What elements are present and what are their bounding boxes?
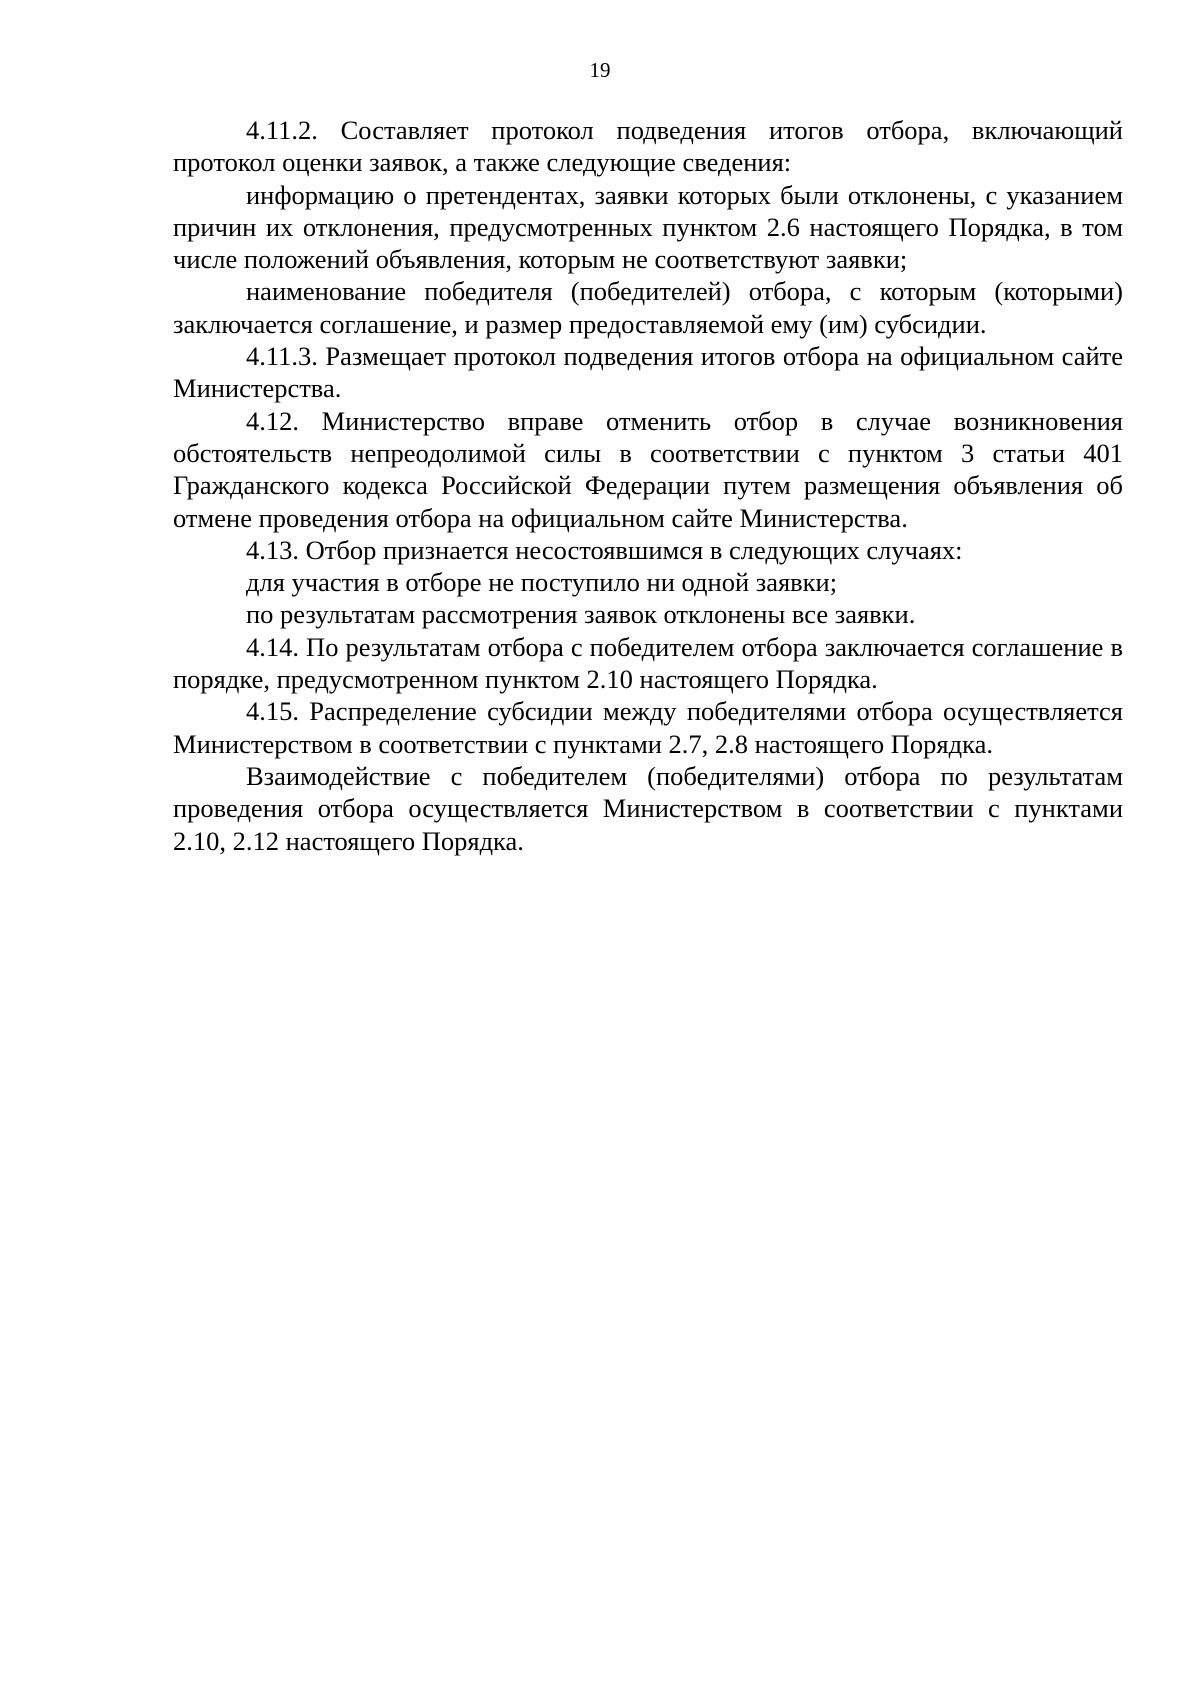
- paragraph-4-12: 4.12. Министерство вправе отменить отбор в случае возникновения обстоятельств непреодолимой силы в соответствии с пунктом 3 статьи 401 Гражданского кодекса Российской Федерации путем размещения объявления об отмене проведения отбора на официальном сайте Министерства.: [173, 405, 1123, 533]
- paragraph-all-rejected: по результатам рассмотрения заявок отклонены все заявки.: [246, 599, 916, 630]
- paragraph-4-13: 4.13. Отбор признается несостоявшимся в следующих случаях:: [246, 534, 963, 565]
- paragraph-rejected-applicants: информацию о претендентах, заявки которых были отклонены, с указанием причин их отклонения, предусмотренных пунктом 2.6 настоящего Порядка, в том числе положений объявления, которым не соответствуют заявки;: [173, 179, 1123, 275]
- paragraph-4-11-3: 4.11.3. Размещает протокол подведения итогов отбора на официальном сайте Министерства.: [173, 341, 1123, 404]
- paragraph-no-applications: для участия в отборе не поступило ни одной заявки;: [246, 567, 838, 598]
- paragraph-4-15: 4.15. Распределение субсидии между победителями отбора осуществляется Министерством в соответствии с пунктами 2.7, 2.8 настоящего Порядка.: [173, 696, 1123, 759]
- paragraph-winner-name: наименование победителя (победителей) отбора, с которым (которыми) заключается соглашение, и размер предоставляемой ему (им) субсидии.: [173, 276, 1123, 339]
- paragraph-interaction: Взаимодействие с победителем (победителями) отбора по результатам проведения отбора осуществляется Министерством в соответствии с пунктами 2.10, 2.12 настоящего Порядка.: [173, 760, 1123, 856]
- page-number: 19: [589, 58, 611, 82]
- paragraph-4-11-2: 4.11.2. Составляет протокол подведения итогов отбора, включающий протокол оценки заявок, а также следующие сведения:: [173, 115, 1123, 178]
- document-body: [173, 114, 1123, 857]
- paragraph-4-14: 4.14. По результатам отбора с победителем отбора заключается соглашение в порядке, предусмотренном пунктом 2.10 настоящего Порядка.: [173, 631, 1123, 695]
